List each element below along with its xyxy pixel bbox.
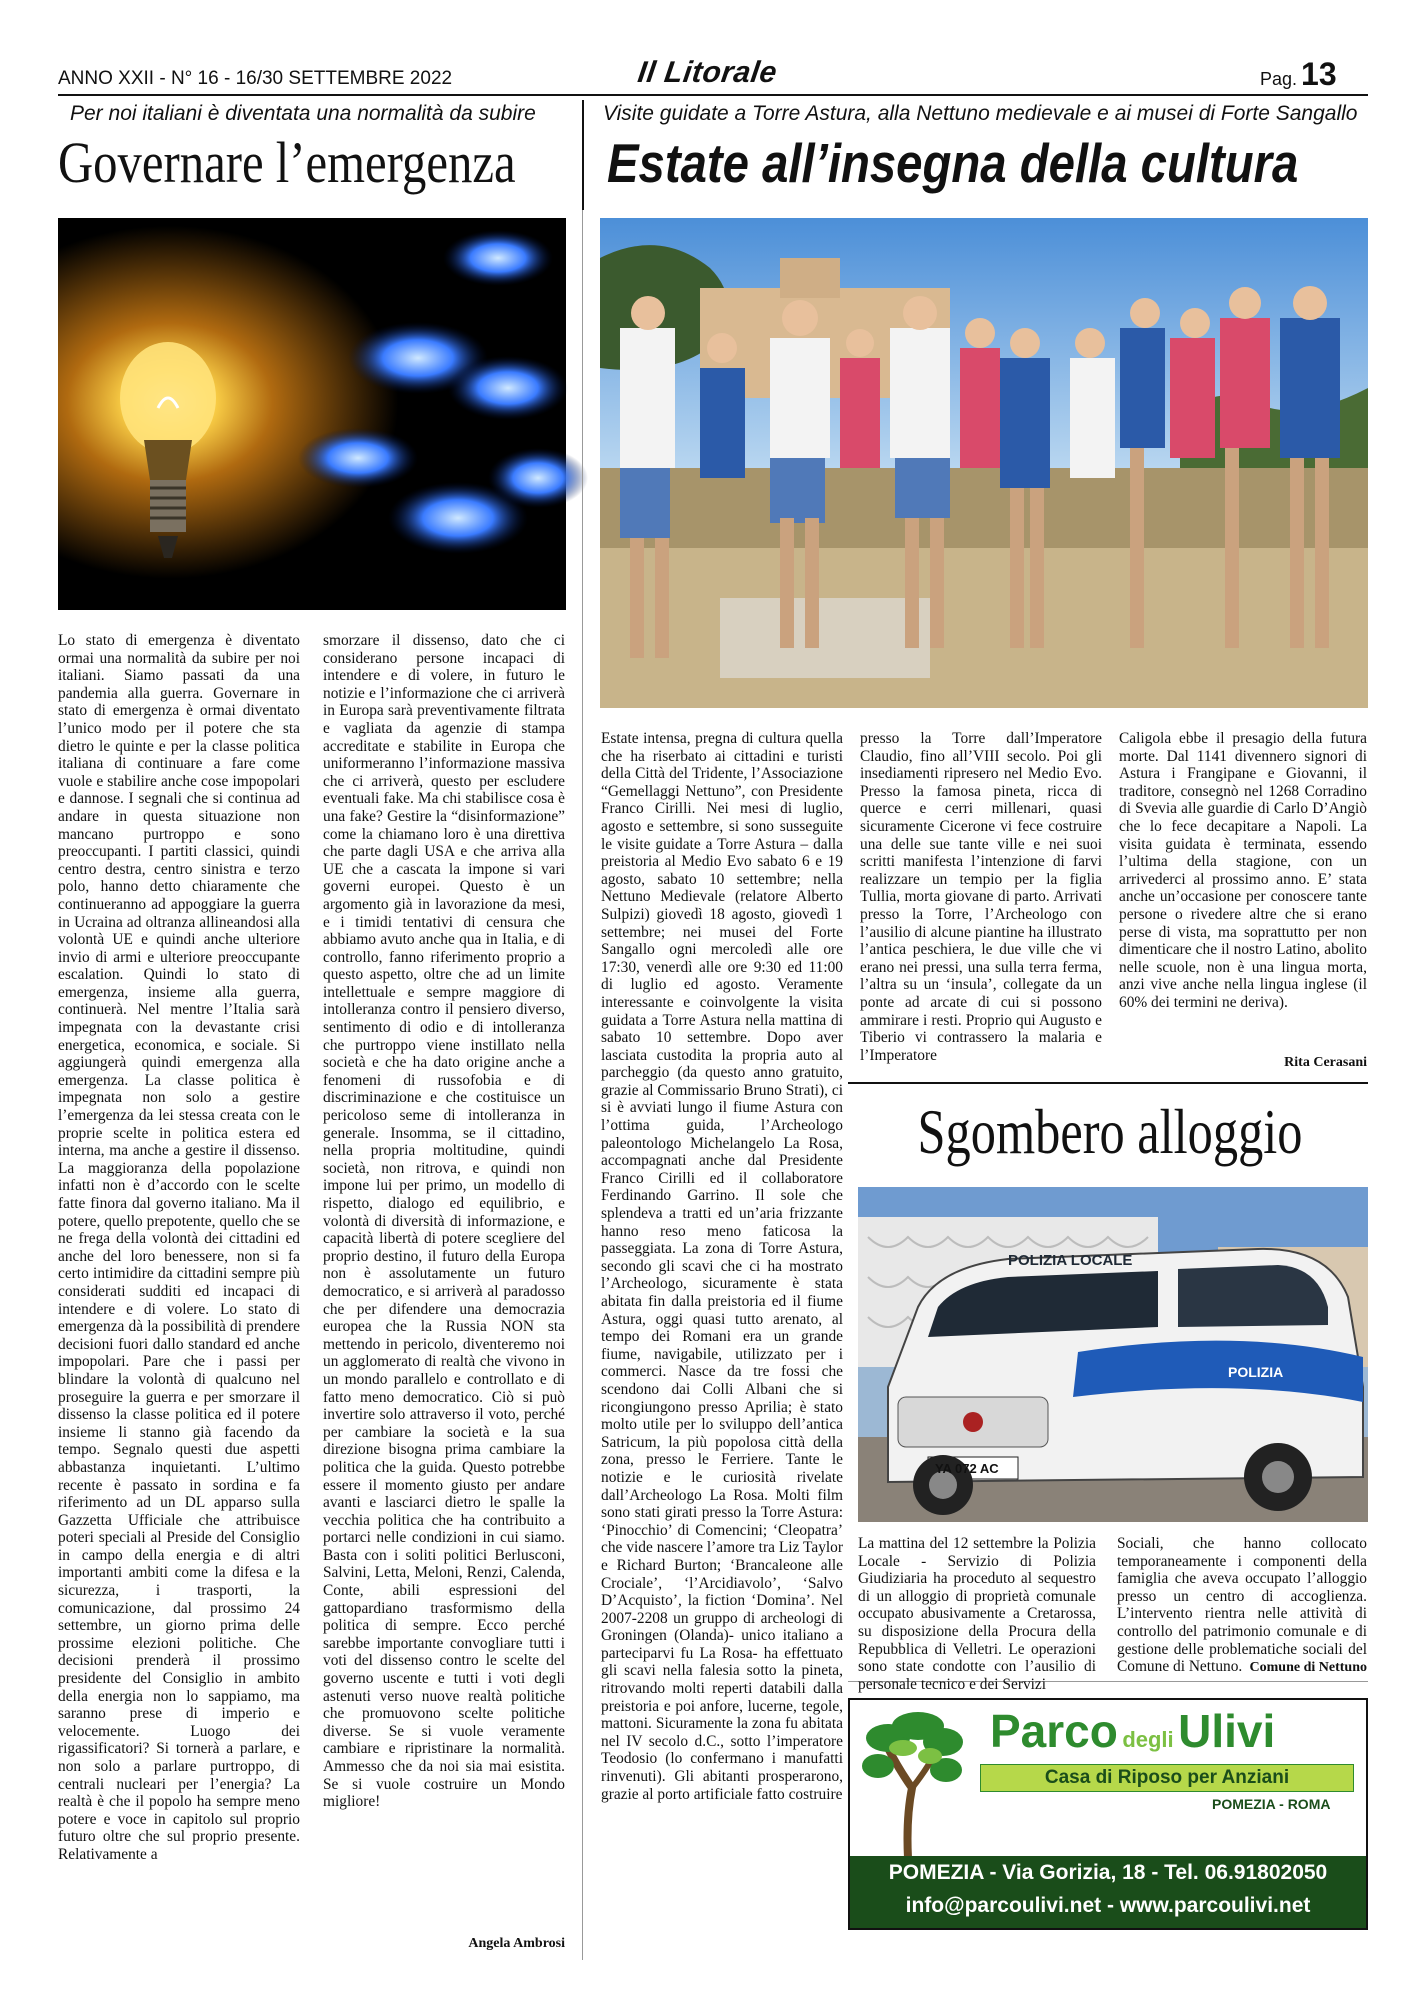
right-author: Rita Cerasani: [1284, 1055, 1367, 1070]
issue-info: ANNO XXII - N° 16 - 16/30 SETTEMBRE 2022: [58, 68, 453, 89]
ad-subtitle: Casa di Riposo per Anziani: [1044, 1767, 1290, 1788]
sgombero-title: Sgombero alloggio: [917, 1097, 1303, 1167]
ad-location: POMEZIA - ROMA: [1212, 1796, 1331, 1812]
lightbulb-gas-image: [58, 218, 566, 610]
ad-title-part1: Parco: [990, 1705, 1118, 1757]
page-number-value: 13: [1301, 56, 1337, 92]
ad-contact-line: POMEZIA - Via Gorizia, 18 - Tel. 06.91802050: [888, 1861, 1328, 1884]
page-label: Pag.: [1260, 69, 1298, 89]
vertical-divider: [582, 210, 583, 1960]
parco-ulivi-ad[interactable]: [848, 1698, 1368, 1930]
left-article-col1: Lo stato di emergenza è diventato ormai una normalità da subire per noi italiani. Siamo passati da una pandemia alla guerra. Governare in stato di emergenza è ormai diventato l’unico modo per il potere che sta dietro le quinte e per la classe politica italiana di continuare a fare come vuole e stabilire anche cose impopolari e dannose. I segnali che si continua ad andare in questa situazione non mancano purtroppo e sono preoccupanti. I partiti classici, quindi centro destra, centro sinistra e terzo polo, hanno detto chiaramente che continueranno ad appoggiare la guerra in Ucraina ad oltranza allineandosi alla volontà UE e quindi anche ulteriore invio di armi e ulteriore preoccupante escalation. Quindi lo stato di emergenza, insieme alla guerra, continuerà. Nel mentre l’Italia sarà impegnata con la devastante crisi energetica, economica, e sociale. Si aggiungerà quindi emergenza alla emergenza. La classe politica è impegnata non solo a gestire l’emergenza da lei stessa creata con le proprie scelte in politica estera ed interna, ma anche a gestire il dissenso. La maggioranza della popolazione infatti non è d’accordo con le scelte fatte finora dal governo italiano. Ma il potere, quello prepotente, quello che se ne frega della volontà dei cittadini ed anche del loro benessere, non si fa certo intimidire da cittadini sempre più considerati sudditi ed incapaci di intendere e di volere. Lo stato di emergenza dà la possibilità di prendere decisioni fuori dallo standard ed anche impopolari. Pare che i passi per blindare la volontà di qualcuno nel proseguire la guerra e per smorzare il dissenso la classe politica ed il potere insieme li stanno già facendo da tempo. Segnalo questi due aspetti abbastanza inquietanti. L’ultimo recente è passato in sordina e fa riferimento ad un DL apparso sulla Gazzetta Ufficiale che attribuisce poteri speciali al Preside del Consiglio in campo della energia e di altri importanti ambiti come la difesa e la sicurezza, i trasporti, la comunicazione, dal prossimo 24 settembre, un giorno prima delle prossime elezioni politiche. Che decisioni prenderà il prossimo presidente del Consiglio in ambito della energia non lo sappiamo, ma saranno prese di imperio e velocemente. Luogo dei rigassificatori? Si tornerà a parlare, e non solo a parlare purtroppo, di centrali nucleari per l’energia? La realtà è che il popolo ha sempre meno potere e voce in capitolo sul proprio futuro oltre che sul proprio presente. Relativamente a: [58, 632, 300, 1863]
sgombero-col1: La mattina del 12 settembre la Polizia Locale - Servizio di Polizia Giudiziaria ha proceduto al sequestro di un alloggio di proprietà comunale occupato abusivamente a Cretarossa, su disposizione della Procura della Repubblica di Velletri. Le operazioni sono state condotte con l’ausilio di personale tecnico e dei Servizi: [858, 1535, 1096, 1693]
right-article-col2: presso la Torre dall’Imperatore Claudio, fino all’VIII secolo. Poi gli insediamenti ripresero nel Medio Evo. Presso la famosa pineta, ricca di querce e cerri millenari, quasi sicuramente Cicerone vi fece costruire una delle sue tante ville e nei suoi scritti manifesta l’intenzione di farvi realizzare un tempio per la figlia Tullia, morta giovane di parto. Arrivati presso la Torre, l’Archeologo con l’ausilio di alcune piantine ha illustrato l’antica peschiera, le due ville che vi erano nei pressi, una sulla terra ferma, l’altra su un ‘insula’, collegate da un ponte ad arcate di cui si possono ammirare i resti. Proprio qui Augusto e Tiberio vi contrassero la malaria e l’Imperatore: [860, 730, 1102, 1064]
olive-tree-icon: [858, 1708, 966, 1858]
right-kicker: Visite guidate a Torre Astura, alla Nettuno medievale e ai musei di Forte Sangallo: [603, 102, 1358, 125]
column-divider: [582, 100, 584, 210]
ad-title-part3: Ulivi: [1178, 1705, 1276, 1757]
left-kicker: Per noi italiani è diventata una normalità da subire: [70, 102, 536, 125]
plate-text: YA 072 AC: [935, 1461, 999, 1476]
left-article-col2: smorzare il dissenso, dato che ci considerano persone incapaci di intendere e di volere, in futuro le notizie e l’informazione che ci arriverà in Europa sarà preventivamente filtrata e vagliata da agenzie di stampa accreditate e stabilite in Europa che uniformeranno l’informazione massiva che ci arriverà, questo per escludere eventuali fake. Ma chi stabilisce cosa è una fake? Gestire la “disinformazione” come la chiamano loro è una direttiva che parte dagli USA e che arriva alla UE che a cascata la impone si vari governi europei. Questo è un argomento già in lavorazione da mesi, e i timidi tentativi di censura che abbiamo avuto anche qua in Italia, e di controllo, fanno riferimento proprio a questo aspetto, oltre che ad un limite intellettuale e sempre maggiore di intolleranza contro il pensiero diverso, sentimento di odio e di intolleranza che purtroppo viene instillato nella società e che ha dato origine anche a fenomeni di russofobia e di discriminazione e che costituisce un pericoloso seme di intolleranza in generale. Insomma, se il cittadino, nella propria moltitudine, quindi società, non ritrova, e quindi non impone lui per primo, un modello di rispetto, dialogo ed equilibrio, e volontà di diversità di informazione, e capacità libertà di potere scegliere del proprio destino, il futuro della Europa non è assolutamente un futuro democratico, e si arriverà al paradosso che per difendere una democrazia europea che la Russia NON sta mettendo in pericolo, diventeremo noi un agglomerato di realtà che vivono in un mondo parallelo e controllato e di fatto meno democratico. Ciò si può invertire solo attraverso il voto, perché per cambiare la società e la sua direzione bisogna prima cambiare la politica che la guida. Questo potrebbe essere il momento giusto per andare avanti e lasciarci dietro le spalle la vecchia politica che ha contribuito a portarci nelle condizioni in cui siamo. Basta con i soliti politici Berlusconi, Salvini, Letta, Meloni, Renzi, Calenda, Conte, abili espressioni del gattopardiano trasformismo della politica di sempre. Ecco perché sarebbe importante convogliare tutti i voti del dissenso contro le scelte del governo uscente e tutti i voti degli astenuti verso nuove realtà politiche che promuovono scelte politiche diverse. Se si vuole veramente cambiare e ripristinare la normalità. Ammesso che da noi sia mai esistita. Se si vuole costruire un Mondo migliore!: [323, 632, 565, 1811]
left-title: Governare l’emergenza: [58, 130, 516, 195]
left-author: Angela Ambrosi: [468, 1936, 565, 1951]
sgombero-author: Comune di Nettuno: [1249, 1660, 1367, 1675]
masthead: Il Litorale: [635, 56, 780, 89]
car-banner-text: POLIZIA LOCALE: [1008, 1252, 1133, 1269]
ad-title-part2: degli: [1122, 1727, 1174, 1752]
ad-subtitle-bar: [980, 1764, 1354, 1792]
ad-title: [990, 1704, 1275, 1758]
ad-contact-bar: [850, 1856, 1366, 1928]
page-number: [1260, 56, 1337, 93]
right-title: Estate all’insegna della cultura: [607, 132, 1299, 194]
stone-block: [720, 598, 930, 678]
sgombero-col2: Sociali, che hanno collocato temporaneamente i componenti della famiglia che aveva occupato l’alloggio presso un centro di accoglienza. L’intervento rientra nelle attività di controllo del patrimonio comunale e di gestione delle problematiche sociali del Comune di Nettuno.: [1117, 1535, 1367, 1676]
group-photo-image: [600, 218, 1368, 708]
header-rule: [58, 94, 1368, 96]
car-side-text: POLIZIA: [1228, 1364, 1284, 1380]
ad-web-line[interactable]: info@parcoulivi.net - www.parcoulivi.net: [905, 1894, 1311, 1917]
right-article-col3: Caligola ebbe il presagio della futura morte. Dal 1141 divennero signori di Astura i Frangipane e Giovanni, il traditore, consegnò nel 1268 Corradino di Svevia alle guardie di Carlo D’Angiò che lo fece decapitare a Napoli. La visita guidata è terminata, essendo l’ultima della stagione, con un arrivederci al prossimo anno. E’ stata anche un’occasione per conoscere tante persone o rivedere altre che si erano perse di vista, ma soprattutto per non dimenticare che il nostro Latino, abolito nelle scuole, non è una lingua morta, anzi vive anche nella lingua inglese (il 60% dei termini ne deriva).: [1119, 730, 1367, 1011]
police-car-image: [858, 1187, 1368, 1522]
right-article-col1: Estate intensa, pregna di cultura quella che ha riserbato ai cittadini e turisti della Città del Tridente, l’Associazione “Gemellaggi Nettuno”, con Presidente Franco Cirilli. Nei mesi di luglio, agosto e settembre, si sono susseguite le visite guidate a Torre Astura – dalla preistoria al Medio Evo sabato 6 e 19 agosto, sabato 10 settembre; nella Nettuno Medievale (relatore Alberto Sulpizi) giovedì 18 agosto, giovedì 1 settembre; nei musei del Forte Sangallo ogni mercoledì alle ore 17:30, venerdì alle ore 9:30 ed 11:00 di luglio ed agosto. Veramente interessante e coinvolgente la visita guidata a Torre Astura nella mattina di sabato 10 settembre. Dopo aver lasciata custodita la propria auto al parcheggio (da questo anno gratuito, grazie al Commissario Bruno Strati), ci si è avviati lungo il fiume Astura con l’ottima guida, l’Archeologo paleontologo Michelangelo La Rosa, accompagnati anche dal Presidente Franco Cirilli ed il collaboratore Ferdinando Garrino. Il sole che splendeva a tratti ed un’aria frizzante hanno reso meno faticosa la passeggiata. La zona di Torre Astura, secondo gli scavi che ci ha mostrato l’Archeologo, sicuramente è stata abitata fin dalla preistoria ed il fiume Astura, oggi quasi tutto arenato, al tempo dei Romani era un grande fiume, navigabile, utilizzato per i commerci. Nasce da tre fossi che scendono dai Colli Albani che si ricongiungono presso Aprilia; è stato molto utile per lo sviluppo dell’antica Satricum, la più popolosa città della zona, presso le Ferriere. Tante le notizie e le curiosità rivelate dall’Archeologo La Rosa. Molti film sono stati girati presso la Torre Astura: ‘Pinocchio’ di Comencini; ‘Cleopatra’ che vide nascere l’amore tra Liz Taylor e Richard Burton; ‘Brancaleone alle Crociale’, ‘l’Arcidiavolo’, ‘Salvo D’Acquisto’, la fiction ‘Domina’. Nel 2007-2208 un gruppo di archeologi di Groningen (Olanda)- unico italiano a parteciparvi fu La Rosa- ha effettuato gli scavi nella falesia sotto la pineta, ritrovando molti reperti databili dalla preistoria e poi anfore, lucerne, tegole, mattoni. Sicuramente la zona fu abitata nel IV secolo d.C., sotto l’imperatore Teodosio (lo confermano i manufatti rinvenuti). Gli abitanti prosperarono, grazie al porto artificiale fatto costruire: [601, 730, 843, 1803]
